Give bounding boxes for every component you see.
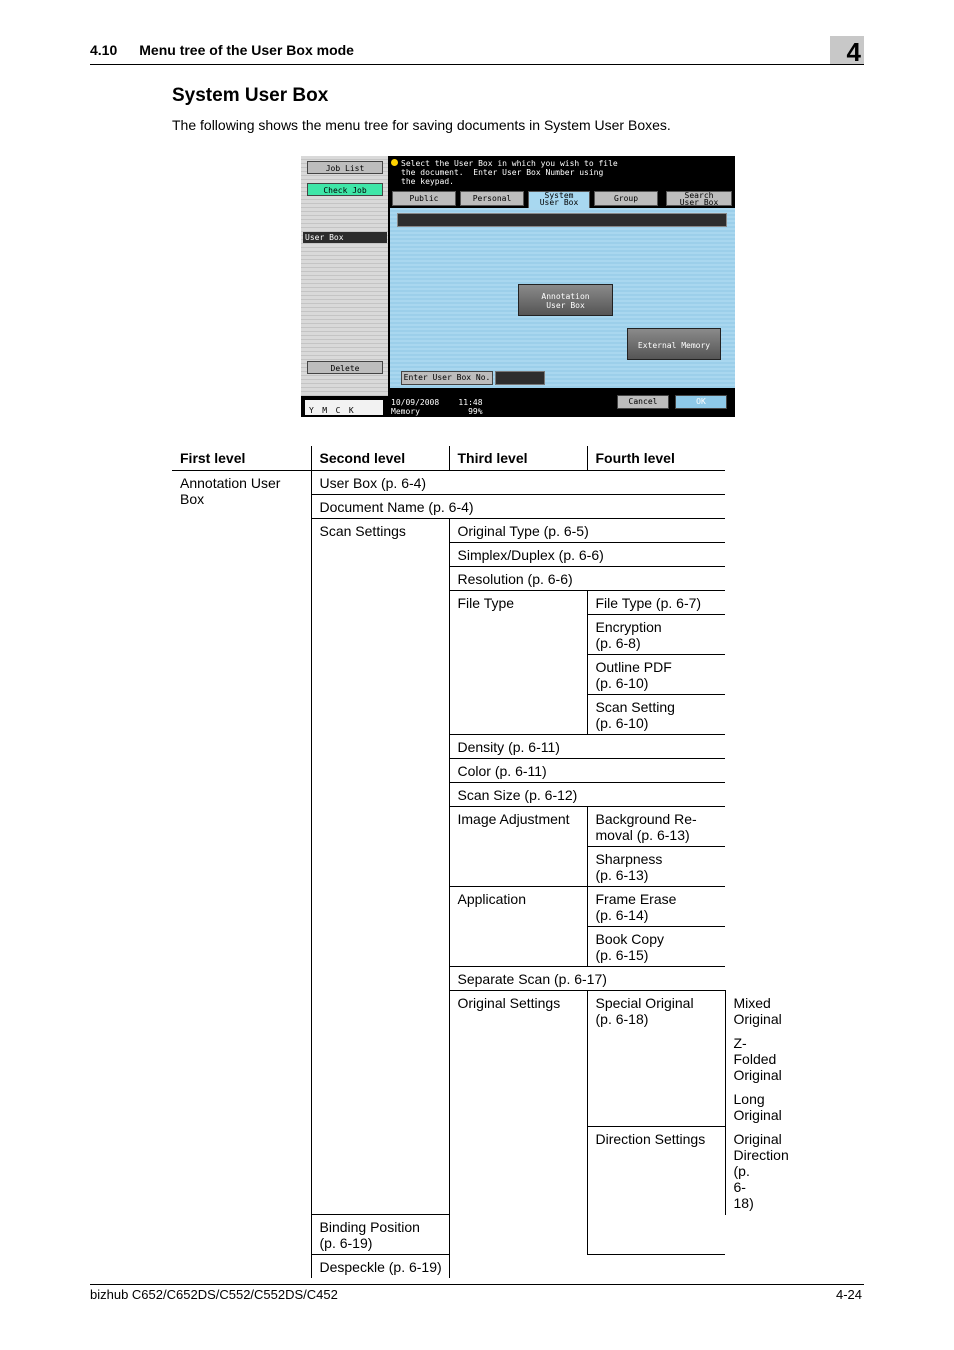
tab-public[interactable]: Public <box>392 191 456 206</box>
fourth-level-cell: File Type (p. 6-7) <box>587 591 725 615</box>
ok-button[interactable]: OK <box>675 395 727 409</box>
tab-group[interactable]: Group <box>594 191 658 206</box>
third-level-cell: Simplex/Duplex (p. 6-6) <box>449 543 725 567</box>
annotation-user-box-button[interactable]: Annotation User Box <box>518 284 613 316</box>
third-level-cell: Density (p. 6-11) <box>449 735 725 759</box>
fourth-level-cell: Binding Position (p. 6-19) <box>311 1214 449 1254</box>
box-name-bar <box>397 213 727 227</box>
third-level-cell: Despeckle (p. 6-19) <box>311 1254 587 1278</box>
third-level-cell: Color (p. 6-11) <box>449 759 725 783</box>
third-level-cell: Application <box>449 887 587 967</box>
fourth-level-cell: Background Re- moval (p. 6-13) <box>587 807 725 847</box>
table-row: Z-Folded Original <box>733 1034 782 1083</box>
table-row <box>172 471 725 495</box>
delete-button[interactable]: Delete <box>307 361 383 374</box>
intro-text: The following shows the menu tree for saving documents in System User Boxes. <box>172 117 671 133</box>
control-panel-screenshot <box>301 156 735 417</box>
col-header: Fourth level <box>587 446 725 471</box>
toner-indicator <box>305 400 383 415</box>
fourth-level-cell: Scan Setting (p. 6-10) <box>587 695 725 735</box>
second-level-cell: User Box (p. 6-4) <box>311 471 725 495</box>
third-level-cell: Original Type (p. 6-5) <box>449 519 725 543</box>
third-level-cell: Image Adjustment <box>449 807 587 887</box>
first-level-cell: Annotation User Box <box>180 475 281 507</box>
third-level-cell: Separate Scan (p. 6-17) <box>449 967 725 991</box>
section-number: 4.10 <box>90 42 118 58</box>
panel-message: Select the User Box in which you wish to file the document. Enter User Box Number using the keypad. <box>401 159 618 186</box>
col-header: Third level <box>449 446 587 471</box>
third-level-cell: Special Original (p. 6-18) <box>587 991 725 1127</box>
third-level-cell: Resolution (p. 6-6) <box>449 567 725 591</box>
lightbulb-icon <box>391 159 398 166</box>
fourth-level-cell: Frame Erase (p. 6-14) <box>587 887 725 927</box>
fourth-level-cell: Book Copy (p. 6-15) <box>587 927 725 967</box>
footer-page-number: 4-24 <box>836 1287 863 1302</box>
cancel-button[interactable]: Cancel <box>617 395 669 409</box>
user-box-label: User Box <box>303 232 387 243</box>
fourth-level-cell: Outline PDF (p. 6-10) <box>587 655 725 695</box>
second-level-cell: Scan Settings <box>311 519 449 1215</box>
toner-k: K <box>348 406 354 415</box>
table-row: Direction Settings Original Direction (p. 6-18) <box>172 1126 725 1214</box>
external-memory-button[interactable]: External Memory <box>627 328 721 360</box>
header-rule <box>90 64 864 65</box>
panel-left-column <box>301 156 388 417</box>
footer-model: bizhub C652/C652DS/C552/C552DS/C452 <box>90 1287 338 1302</box>
page-title: System User Box <box>172 85 329 106</box>
job-list-button[interactable]: Job List <box>307 161 383 174</box>
enter-user-box-no-button[interactable]: Enter User Box No. <box>401 371 493 385</box>
third-level-cell: File Type <box>449 591 587 735</box>
second-level-cell: Original Settings <box>449 991 587 1278</box>
footer-rule <box>90 1284 864 1285</box>
chapter-number: 4 <box>830 36 864 64</box>
col-header: First level <box>172 446 311 471</box>
second-level-cell: Document Name (p. 6-4) <box>311 495 725 519</box>
running-header <box>90 42 354 58</box>
tab-personal[interactable]: Personal <box>460 191 524 206</box>
table-row: Original Settings Special Original (p. 6-18) Mixed Original <box>172 991 725 1031</box>
tab-search-user-box[interactable]: Search User Box <box>666 191 732 206</box>
third-level-cell: Direction Settings <box>587 1126 725 1254</box>
table-header-row <box>172 446 725 471</box>
check-job-button[interactable]: Check Job <box>307 183 383 196</box>
section-title: Menu tree of the User Box mode <box>139 42 354 58</box>
toner-m: M <box>322 406 328 415</box>
col-header: Second level <box>311 446 449 471</box>
fourth-level-cell: Encryption (p. 6-8) <box>587 615 725 655</box>
date-memory-status: 10/09/2008 11:48 Memory 99% <box>391 398 483 416</box>
toner-y: Y <box>309 406 314 415</box>
third-level-cell: Scan Size (p. 6-12) <box>449 783 725 807</box>
user-box-number-field[interactable] <box>495 371 545 385</box>
fourth-level-cell: Sharpness (p. 6-13) <box>587 847 725 887</box>
toner-c: C <box>335 406 341 415</box>
menu-tree-table <box>172 446 789 1278</box>
table-row: Long Original <box>733 1090 782 1123</box>
tab-system-user-box[interactable]: System User Box <box>528 191 590 209</box>
